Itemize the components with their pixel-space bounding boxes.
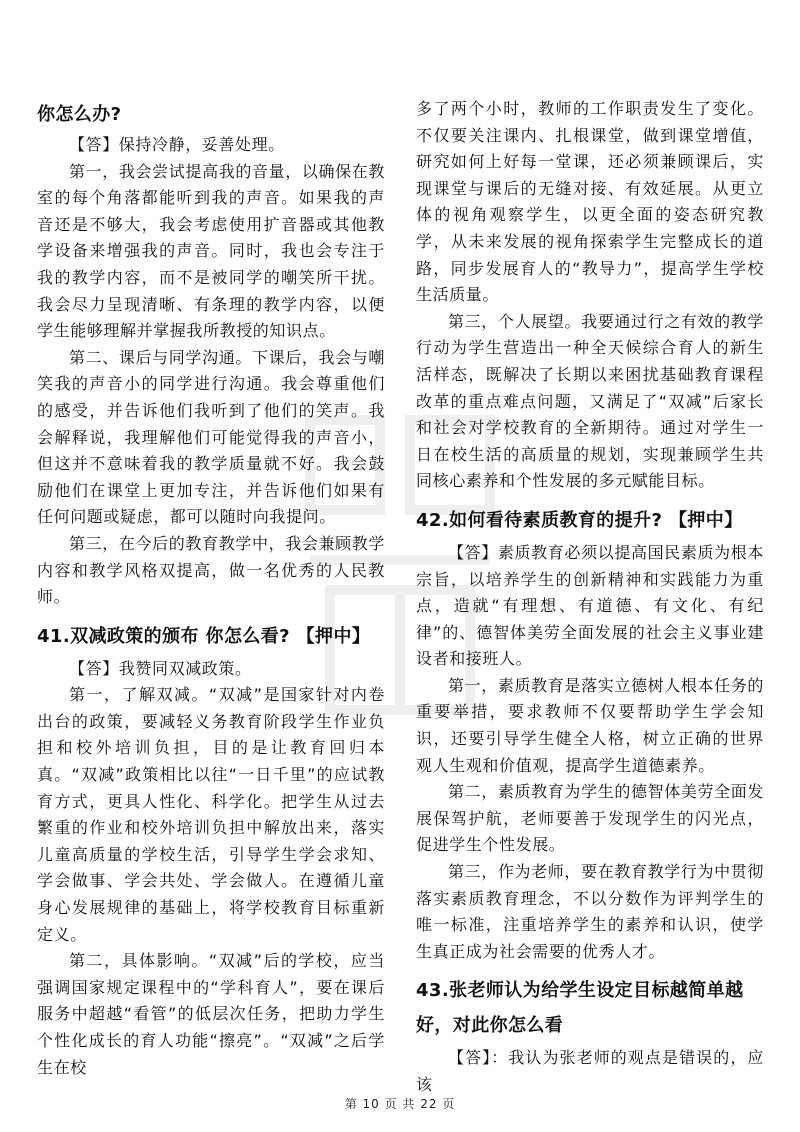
question-42-heading: 42.如何看待素质教育的提升? 【押中】 [416,509,743,531]
answer-paragraph: 第二，素质教育为学生的德智体美劳全面发展保驾护航，老师要善于发现学生的闪光点，促进学生个性发展。 [416,782,764,855]
answer-summary: 【答】：我认为张老师的观点是错误的，应该 [416,1048,764,1094]
page-number-footer: 第 10 页 共 22 页 [344,1097,456,1111]
question-tail-heading: 你怎么办? [37,104,122,125]
right-column [416,96,764,1099]
answer-paragraph-continued: 多了两个小时，教师的工作职责发生了变化。不仅要关注课内、扎根课堂，做到课堂增值，研究如何上好每一堂课，还必须兼顾课后，实现课堂与课后的无缝对接、有效延展。从更立体的视角观察学生，以更全面的姿态研究教学，从未来发展的视角探索学生完整成长的道路，同步发展育人的“教导力”，提高学生学校生活质量。 [416,99,764,305]
answer-paragraph: 第三，个人展望。我要通过行之有效的教学行动为学生营造出一种全天候综合育人的新生活样态，既解决了长期以来困扰基础教育课程改革的重点难点问题，又满足了“双减”后家长和社会对学校教育的全新期待。通过对学生一日在校生活的高质量的规划，实现兼顾学生共同核心素养和个性发展的多元赋能目标。 [416,311,764,491]
answer-summary: 【答】保持冷静，妥善处理。 [69,135,285,154]
answer-paragraph: 第一，了解双减。“双减”是国家针对内卷出台的政策，要减轻义务教育阶段学生作业负担和校外培训负担，目的是让教育回归本真。“双减”政策相比以往“一日千里”的应试教育方式，更具人性化、科学化。把学生从过去繁重的作业和校外培训负担中解放出来，落实儿童高质量的学校生活，引导学生学会求知、学会做事、学会共处、学会做人。在遵循儿童身心发展规律的基础上，将学校教育目标重新定义。 [37,685,385,944]
answer-paragraph: 第二、课后与同学沟通。下课后，我会与嘲笑我的声音小的同学进行沟通。我会尊重他们的感受，并告诉他们我听到了他们的笑声。我会解释说，我理解他们可能觉得我的声音小，但这并不意味着我的教学质量就不好。我会鼓励他们在课堂上更加专注，并告诉他们如果有任何问题或疑虑，都可以随时向我提问。 [37,347,385,527]
answer-paragraph: 第一，素质教育是落实立德树人根本任务的重要举措，要求教师不仅要帮助学生学会知识，还要引导学生健全人格，树立正确的世界观人生观和价值观，提高学生道德素养。 [416,675,764,775]
answer-paragraph: 第二，具体影响。“双减”后的学校，应当强调国家规定课程中的“学科育人”，要在课后服务中超越“看管”的低层次任务，把助力学生个性化成长的育人功能“擦亮”。“双减”之后学生在校 [37,951,385,1077]
question-41-heading: 41.双减政策的颁布 你怎么看? 【押中】 [37,625,371,647]
answer-summary: 【答】素质教育必须以提高国民素质为根本宗旨，以培养学生的创新精神和实践能力为重点，造就“有理想、有道德、有文化、有纪律”的、德智体美劳全面发展的社会主义事业建设者和接班人。 [416,542,764,669]
answer-paragraph: 第三，作为老师，要在教育教学行为中贯彻落实素质教育理念，不以分数作为评判学生的唯一标准，注重培养学生的素养和认识，使学生真正成为社会需要的优秀人才。 [416,862,764,961]
left-column [37,96,385,1081]
answer-summary: 【答】我赞同双减政策。 [69,658,252,678]
answer-paragraph: 第一，我会尝试提高我的音量，以确保在教室的每个角落都能听到我的声音。如果我的声音还是不够大，我会考虑使用扩音器或其他教学设备来增强我的声音。同时，我也会专注于我的教学内容，而不是被同学的嘲笑所干扰。我会尽力呈现清晰、有条理的教学内容，以便学生能够理解并掌握我所教授的知识点。 [37,161,385,341]
answer-paragraph: 第三，在今后的教育教学中，我会兼顾教学内容和教学风格双提高，做一名优秀的人民教师。 [37,533,385,607]
question-43-heading: 43.张老师认为给学生设定目标越简单越好，对此你怎么看 [416,980,744,1037]
